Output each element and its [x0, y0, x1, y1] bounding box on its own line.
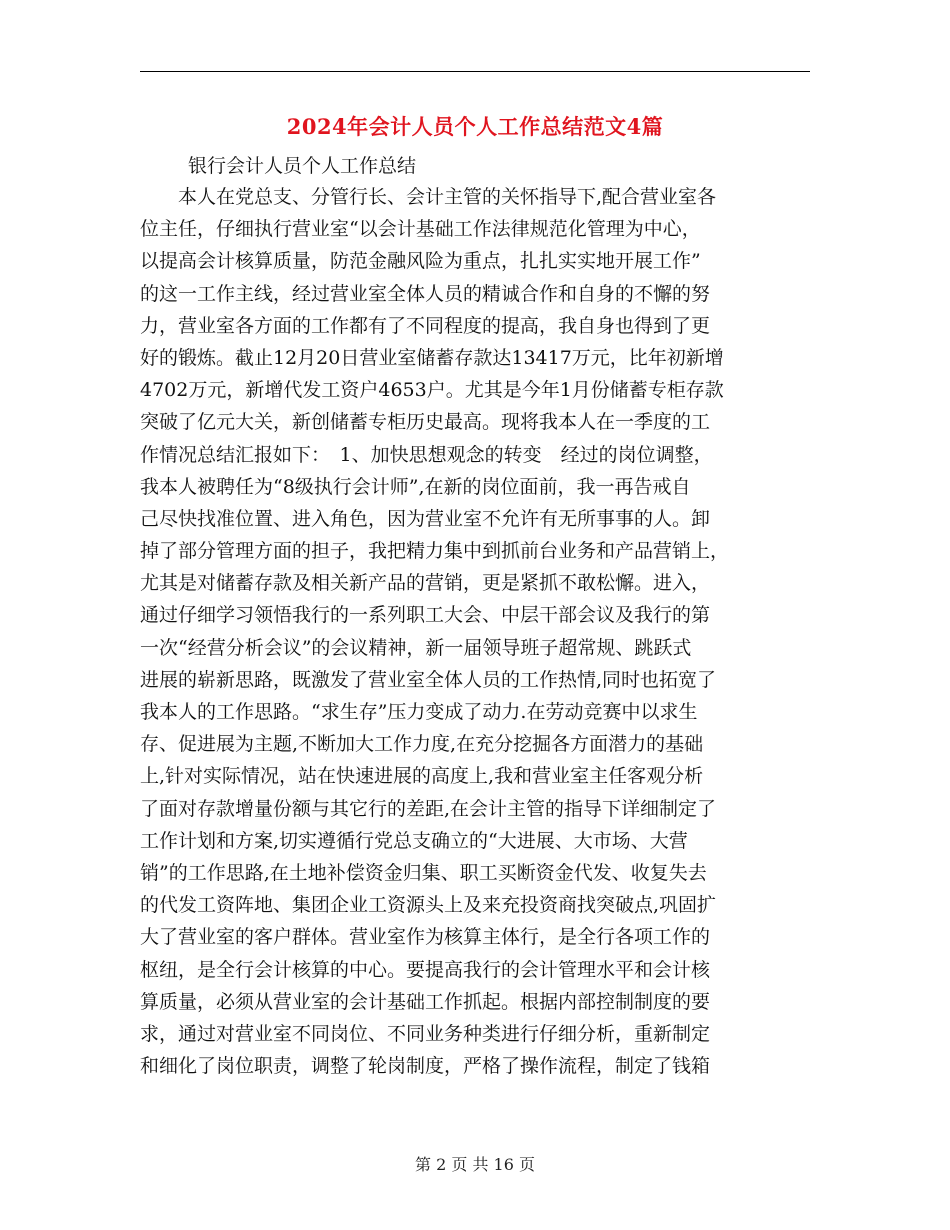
body-line: 求，通过对营业室不同岗位、不同业务种类进行仔细分析，重新制定: [140, 1022, 711, 1045]
body-line: 我本人的工作思路。“求生存”压力变成了动力.在劳动竞赛中以求生: [140, 701, 698, 723]
body-line: 4702万元，新增代发工资户4653户。尤其是今年1月份储蓄专柜存款: [140, 379, 724, 402]
body-line: 以提高会计核算质量，防范金融风险为重点，扎扎实实地开展工作”: [140, 250, 701, 273]
document-title: 2024年会计人员个人工作总结范文4篇: [286, 114, 664, 139]
body-line: 作情况总结汇报如下： 1、加快思想观念的转变 经过的岗位调整，: [140, 443, 713, 466]
body-line: 工作计划和方案,切实遵循行党总支确立的“大进展、大市场、大营: [140, 829, 688, 852]
body-line: 和细化了岗位职责，调整了轮岗制度，严格了操作流程，制定了钱箱: [140, 1055, 711, 1078]
body-line: 进展的崭新思路，既激发了营业室全体人员的工作热情,同时也拓宽了: [140, 668, 717, 691]
body-line: 销”的工作思路,在土地补偿资金归集、职工买断资金代发、收复失去: [140, 861, 707, 884]
page-number-footer: 第 2 页 共 16 页: [415, 1155, 535, 1174]
body-line: 一次“经营分析会议”的会议精神，新一届领导班子超常规、跳跃式: [140, 636, 692, 659]
body-line: 大了营业室的客户群体。营业室作为核算主体行，是全行各项工作的: [140, 926, 711, 949]
body-line: 算质量，必须从营业室的会计基础工作抓起。根据内部控制制度的要: [140, 990, 711, 1013]
body-line: 的这一工作主线，经过营业室全体人员的精诚合作和自身的不懈的努: [140, 282, 711, 305]
body-line: 突破了亿元大关，新创储蓄专柜历史最高。现将我本人在一季度的工: [140, 411, 711, 434]
body-line: 尤其是对储蓄存款及相关新产品的营销，更是紧抓不敢松懈。进入，: [140, 572, 711, 595]
body-line: 的代发工资阵地、集团企业工资源头上及来充投资商找突破点,巩固扩: [140, 894, 717, 917]
body-line: 了面对存款增量份额与其它行的差距,在会计主管的指导下详细制定了: [140, 797, 717, 820]
body-line: 好的锻炼。截止12月20日营业室储蓄存款达13417万元，比年初新增: [140, 346, 724, 369]
body-line: 本人在党总支、分管行长、会计主管的关怀指导下,配合营业室各: [140, 186, 717, 208]
body-line: 通过仔细学习领悟我行的一系列职工大会、中层干部会议及我行的第: [140, 604, 711, 627]
body-text: [140, 181, 810, 1082]
body-line: 力，营业室各方面的工作都有了不同程度的提高，我自身也得到了更: [140, 314, 711, 337]
body-line: 我本人被聘任为“8级执行会计师”,在新的岗位面前，我一再告戒自: [140, 475, 691, 498]
body-line: 己尽快找准位置、进入角色，因为营业室不允许有无所事事的人。卸: [140, 507, 711, 530]
body-line: 上,针对实际情况，站在快速进展的高度上,我和营业室主任客观分析: [140, 765, 704, 788]
body-line: 枢纽，是全行会计核算的中心。要提高我行的会计管理水平和会计核: [140, 958, 711, 981]
body-line: 掉了部分管理方面的担子，我把精力集中到抓前台业务和产品营销上，: [140, 540, 730, 563]
section-heading: 银行会计人员个人工作总结: [188, 155, 417, 177]
body-line: 位主任，仔细执行营业室“以会计基础工作法律规范化管理为中心，: [140, 218, 701, 241]
body-line: 存、促进展为主题,不断加大工作力度,在充分挖掘各方面潜力的基础: [140, 733, 704, 756]
header-rule: [140, 71, 810, 72]
